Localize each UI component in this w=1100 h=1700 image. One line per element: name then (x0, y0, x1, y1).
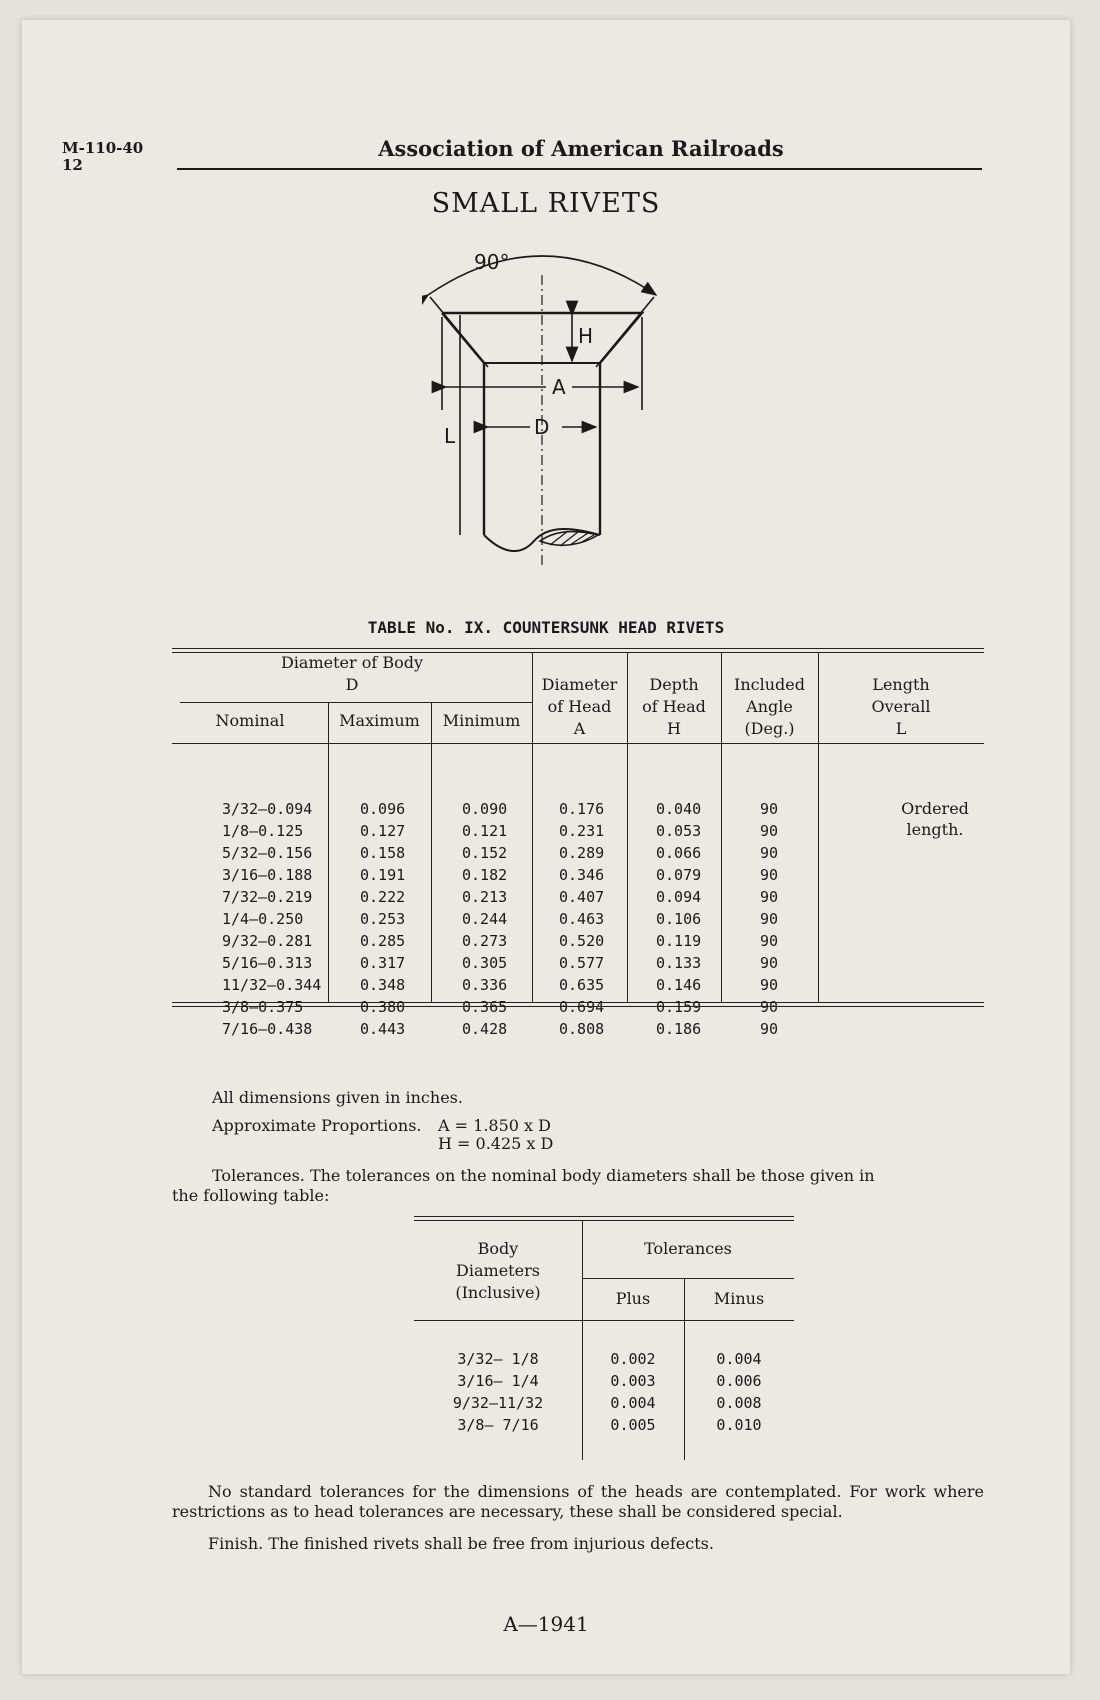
depth-column (656, 798, 701, 1040)
table-row-cell: 0.520 (559, 932, 605, 950)
table-row-cell: 0.253 (360, 910, 406, 928)
table-row-cell: 0.040 (656, 800, 702, 818)
table-row-cell: 90 (760, 998, 779, 1016)
minus-column (684, 1348, 794, 1436)
table-row-cell: 0.336 (462, 976, 508, 994)
header-body-diameters: Body Diameters (Inclusive) (455, 1239, 541, 1302)
header-plus: Plus (615, 1289, 651, 1308)
table-row-cell: 0.090 (462, 800, 508, 818)
table-row-cell: 5/32—0.156 (222, 844, 313, 862)
table-row-cell: 0.694 (559, 998, 605, 1016)
table-row-cell: 0.808 (559, 1020, 605, 1038)
header-included-angle: Included Angle (Deg.) (734, 675, 805, 738)
rivet-diagram (422, 235, 742, 570)
table-row-cell: 3/16— 1/4 (457, 1372, 539, 1390)
formula-h: H = 0.425 x D (438, 1134, 554, 1153)
header-diameter-of-head: Diameter of Head A (541, 675, 618, 738)
plus-column (582, 1348, 684, 1436)
table-row-cell: 0.222 (360, 888, 406, 906)
table-row-cell: 5/16—0.313 (222, 954, 313, 972)
body-diameter-label: D (534, 415, 550, 439)
header-minimum: Minimum (442, 711, 521, 730)
table-row-cell: 0.005 (610, 1416, 656, 1434)
length-ordered-note: Ordered length. (901, 799, 969, 839)
range-column (414, 1348, 582, 1436)
table-row-cell: 7/32—0.219 (222, 888, 313, 906)
tolerances-note-line1: Tolerances. The tolerances on the nominal body diameters shall be those given in (212, 1166, 875, 1185)
table-row-cell: 0.127 (360, 822, 406, 840)
table-row-cell: 0.317 (360, 954, 406, 972)
table-row-cell: 0.121 (462, 822, 508, 840)
header-maximum: Maximum (339, 711, 420, 730)
table-row-cell: 90 (760, 844, 779, 862)
header-length-overall: Length Overall L (871, 675, 931, 738)
formula-a: A = 1.850 x D (438, 1116, 551, 1135)
table-row-cell: 0.158 (360, 844, 406, 862)
table-row-cell: 0.186 (656, 1020, 702, 1038)
page-title: SMALL RIVETS (431, 188, 661, 219)
table-row-cell: 9/32—11/32 (452, 1394, 544, 1412)
table-row-cell: 0.010 (716, 1416, 762, 1434)
table-row-cell: 0.285 (360, 932, 406, 950)
table-row-cell: 0.231 (559, 822, 605, 840)
table-row-cell: 0.428 (462, 1020, 508, 1038)
table-row-cell: 0.096 (360, 800, 406, 818)
tolerance-table (414, 1216, 794, 1460)
table-row-cell: 0.244 (462, 910, 508, 928)
table-row-cell: 0.152 (462, 844, 508, 862)
table-row-cell: 0.008 (716, 1394, 762, 1412)
table-row-cell: 3/32—0.094 (222, 800, 313, 818)
table-row-cell: 0.289 (559, 844, 605, 862)
header-nominal: Nominal (215, 711, 285, 730)
document-code (62, 140, 143, 174)
table-ix-title: TABLE No. IX. COUNTERSUNK HEAD RIVETS (367, 618, 725, 637)
proportions-note: Approximate Proportions. A = 1.850 x D H = 0.425 x D (212, 1116, 554, 1153)
table-row-cell: 0.635 (559, 976, 605, 994)
table-row-cell: 0.348 (360, 976, 406, 994)
header-minus: Minus (713, 1289, 765, 1308)
head-diameter-label: A (552, 375, 566, 399)
table-row-cell: 0.002 (610, 1350, 656, 1368)
doc-code-text: M-110-40 (62, 139, 144, 157)
head-diameter-column (559, 798, 604, 1040)
table-row-cell: 3/32— 1/8 (457, 1350, 539, 1368)
table-row-cell: 0.463 (559, 910, 605, 928)
length-label: L (444, 424, 456, 448)
notes-section (172, 1088, 984, 1206)
table-row-cell: 0.346 (559, 866, 605, 884)
angle-column (760, 798, 778, 1040)
table-row-cell: 90 (760, 954, 779, 972)
countersunk-rivets-table (172, 648, 984, 1076)
depth-label: H (578, 324, 594, 348)
table-row-cell: 0.191 (360, 866, 406, 884)
organization-header: Association of American Railroads (378, 136, 784, 161)
table-row-cell: 90 (760, 932, 779, 950)
table-row-cell: 0.213 (462, 888, 508, 906)
head-tolerances-note: No standard tolerances for the dimensions of the heads are contemplated. For work where restrictions as to head tolerances are necessary, these shall be considered special. (172, 1482, 984, 1521)
table-row-cell: 0.006 (716, 1372, 762, 1390)
table-row-cell: 3/8— 7/16 (457, 1416, 539, 1434)
table-row-cell: 90 (760, 866, 779, 884)
table-row-cell: 0.176 (559, 800, 605, 818)
nominal-column (222, 798, 321, 1040)
header-depth-of-head: Depth of Head H (642, 675, 706, 738)
table-row-cell: 0.273 (462, 932, 508, 950)
table-row-cell: 0.119 (656, 932, 702, 950)
table-row-cell: 1/4—0.250 (222, 910, 304, 928)
finish-note: Finish. The finished rivets shall be free from injurious defects. (208, 1534, 714, 1553)
table-row-cell: 0.159 (656, 998, 702, 1016)
table-row-cell: 0.133 (656, 954, 702, 972)
table-row-cell: 90 (760, 910, 779, 928)
tolerances-note-line2: the following table: (172, 1186, 330, 1205)
table-row-cell: 3/16—0.188 (222, 866, 313, 884)
table-row-cell: 90 (760, 976, 779, 994)
table-row-cell: 0.380 (360, 998, 406, 1016)
table-row-cell: 0.365 (462, 998, 508, 1016)
header-diameter-of-body: Diameter of Body D (280, 653, 424, 694)
table-row-cell: 0.577 (559, 954, 605, 972)
table-row-cell: 0.305 (462, 954, 508, 972)
header-tolerances: Tolerances (644, 1239, 732, 1258)
table-row-cell: 0.407 (559, 888, 605, 906)
document-page (22, 20, 1070, 1674)
table-row-cell: 0.106 (656, 910, 702, 928)
table-row-cell: 0.053 (656, 822, 702, 840)
table-row-cell: 90 (760, 822, 779, 840)
page-number-text: 12 (62, 156, 83, 174)
footer-notes (172, 1482, 984, 1566)
header-rule (177, 168, 982, 170)
angle-label: 90° (474, 250, 510, 274)
table-row-cell: 0.182 (462, 866, 508, 884)
table-row-cell: 7/16—0.438 (222, 1020, 313, 1038)
table-row-cell: 0.004 (716, 1350, 762, 1368)
maximum-column (360, 798, 405, 1040)
table-row-cell: 90 (760, 1020, 779, 1038)
table-row-cell: 9/32—0.281 (222, 932, 313, 950)
minimum-column (462, 798, 507, 1040)
table-row-cell: 1/8—0.125 (222, 822, 304, 840)
dimensions-note: All dimensions given in inches. (212, 1088, 463, 1107)
table-row-cell: 11/32—0.344 (222, 976, 322, 994)
table-row-cell: 90 (760, 800, 779, 818)
page-label: A—1941 (503, 1612, 589, 1636)
table-row-cell: 0.066 (656, 844, 702, 862)
table-row-cell: 0.443 (360, 1020, 406, 1038)
table-row-cell: 0.079 (656, 866, 702, 884)
table-row-cell: 3/8—0.375 (222, 998, 304, 1016)
table-row-cell: 0.146 (656, 976, 702, 994)
table-row-cell: 0.004 (610, 1394, 656, 1412)
table-row-cell: 0.003 (610, 1372, 656, 1390)
table-row-cell: 90 (760, 888, 779, 906)
table-row-cell: 0.094 (656, 888, 702, 906)
